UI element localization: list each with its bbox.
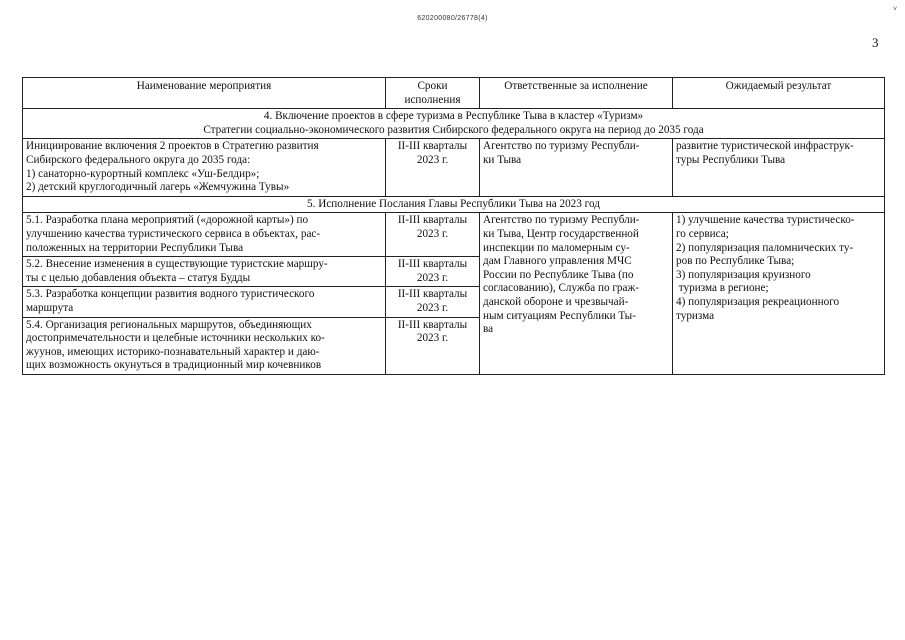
text-line: ным ситуациям Республики Ты-: [483, 309, 636, 322]
column-header-term-line1: Сроки: [417, 80, 448, 92]
text-line: 2023 г.: [416, 227, 449, 240]
column-header-term: [386, 78, 480, 109]
text-line: 5.2. Внесение изменения в существующие туристские маршру-: [26, 258, 328, 271]
activity-name-cell: [23, 139, 386, 196]
text-line: ки Тыва, Центр государственной: [483, 227, 639, 240]
responsible-cell: [480, 213, 673, 375]
column-header-responsible: Ответственные за исполнение: [480, 78, 673, 109]
text-line: 3) популяризация круизного: [676, 268, 811, 281]
text-line: данской обороне и чрезвычай-: [483, 295, 629, 308]
activity-name-cell: [23, 317, 386, 374]
section-4-title: [23, 109, 885, 139]
result-cell: [673, 139, 885, 196]
text-line: II-III кварталы: [397, 140, 468, 153]
text-line: 5.4. Организация региональных маршрутов, объединяющих: [26, 318, 312, 331]
text-line: России по Республике Тыва (по: [483, 268, 634, 281]
section-4-title-row: [23, 109, 885, 139]
corner-mark: ˅: [893, 6, 898, 13]
section-5-title-row: [23, 196, 885, 213]
section-4-title-line2: Стратегии социально-экономического развития Сибирского федерального округа на период до 2035 года: [203, 123, 704, 136]
text-line: ки Тыва: [483, 153, 522, 166]
activity-name-cell: [23, 257, 386, 287]
term-cell: [386, 213, 480, 257]
text-line: Агентство по туризму Республи-: [483, 214, 640, 227]
text-line: улучшению качества туристического сервиса в объектах, рас-: [26, 227, 321, 240]
text-line: щих возможность окунуться в традиционный мир кочевников: [26, 359, 322, 372]
column-header-name: Наименование мероприятия: [23, 78, 386, 109]
text-line: дам Главного управления МЧС: [483, 255, 632, 268]
text-line: положенных на территории Республики Тыва: [26, 241, 244, 254]
text-line: туры Республики Тыва: [676, 153, 786, 166]
document-code: 620200080/26778(4): [417, 15, 488, 22]
section-5-title: 5. Исполнение Послания Главы Республики Тыва на 2023 год: [23, 196, 885, 213]
text-line: туризма в регионе;: [676, 282, 769, 295]
result-cell: [673, 213, 885, 375]
text-line: II-III кварталы: [397, 214, 468, 227]
text-line: достопримечательности и целебные источники нескольких ко-: [26, 332, 325, 345]
text-line: 1) улучшение качества туристическо-: [676, 214, 855, 227]
text-line: 2023 г.: [416, 153, 449, 166]
text-line: II-III кварталы: [397, 318, 468, 331]
action-plan-table: [22, 77, 885, 375]
text-line: маршрута: [26, 301, 74, 314]
text-line: развитие туристической инфраструк-: [676, 140, 854, 153]
activity-name-cell: [23, 287, 386, 317]
text-line: туризма: [676, 309, 715, 322]
text-line: Агентство по туризму Республи-: [483, 140, 640, 153]
term-cell: [386, 317, 480, 374]
activity-name-cell: [23, 213, 386, 257]
text-line: Сибирского федерального округа до 2035 года:: [26, 153, 251, 166]
text-line: согласованию), Служба по граж-: [483, 282, 639, 295]
text-line: 2023 г.: [416, 271, 449, 284]
responsible-cell: [480, 139, 673, 196]
section-4-title-line1: 4. Включение проектов в сфере туризма в Республике Тыва в кластер «Туризм»: [263, 110, 644, 123]
term-cell: [386, 257, 480, 287]
table-header-row: [23, 78, 885, 109]
column-header-result: Ожидаемый результат: [673, 78, 885, 109]
text-line: инспекции по маломерным су-: [483, 241, 630, 254]
text-line: II-III кварталы: [397, 258, 468, 271]
text-line: 4) популяризация рекреационного: [676, 295, 840, 308]
text-line: 5.3. Разработка концепции развития водного туристического: [26, 288, 315, 301]
text-line: 2023 г.: [416, 332, 449, 345]
table-row: [23, 213, 885, 257]
text-line: Инициирование включения 2 проектов в Стратегию развития: [26, 140, 319, 153]
text-line: ты с целью добавления объекта – статуя Будды: [26, 271, 251, 284]
text-line: ров по Республике Тыва;: [676, 255, 795, 268]
text-line: 2) популяризация паломнических ту-: [676, 241, 854, 254]
text-line: 2) детский круглогодичный лагерь «Жемчужина Тувы»: [26, 181, 290, 194]
text-line: го сервиса;: [676, 227, 729, 240]
text-line: ва: [483, 323, 494, 336]
column-header-term-line2: исполнения: [404, 93, 461, 106]
page-number: 3: [872, 35, 879, 50]
text-line: 2023 г.: [416, 301, 449, 314]
text-line: 5.1. Разработка плана мероприятий («дорожной карты») по: [26, 214, 309, 227]
text-line: 1) санаторно-курортный комплекс «Уш-Белдир»;: [26, 167, 260, 180]
table-row: [23, 139, 885, 196]
text-line: жуунов, имеющих историко-познавательный характер и даю-: [26, 345, 320, 358]
text-line: II-III кварталы: [397, 288, 468, 301]
term-cell: [386, 287, 480, 317]
term-cell: [386, 139, 480, 196]
